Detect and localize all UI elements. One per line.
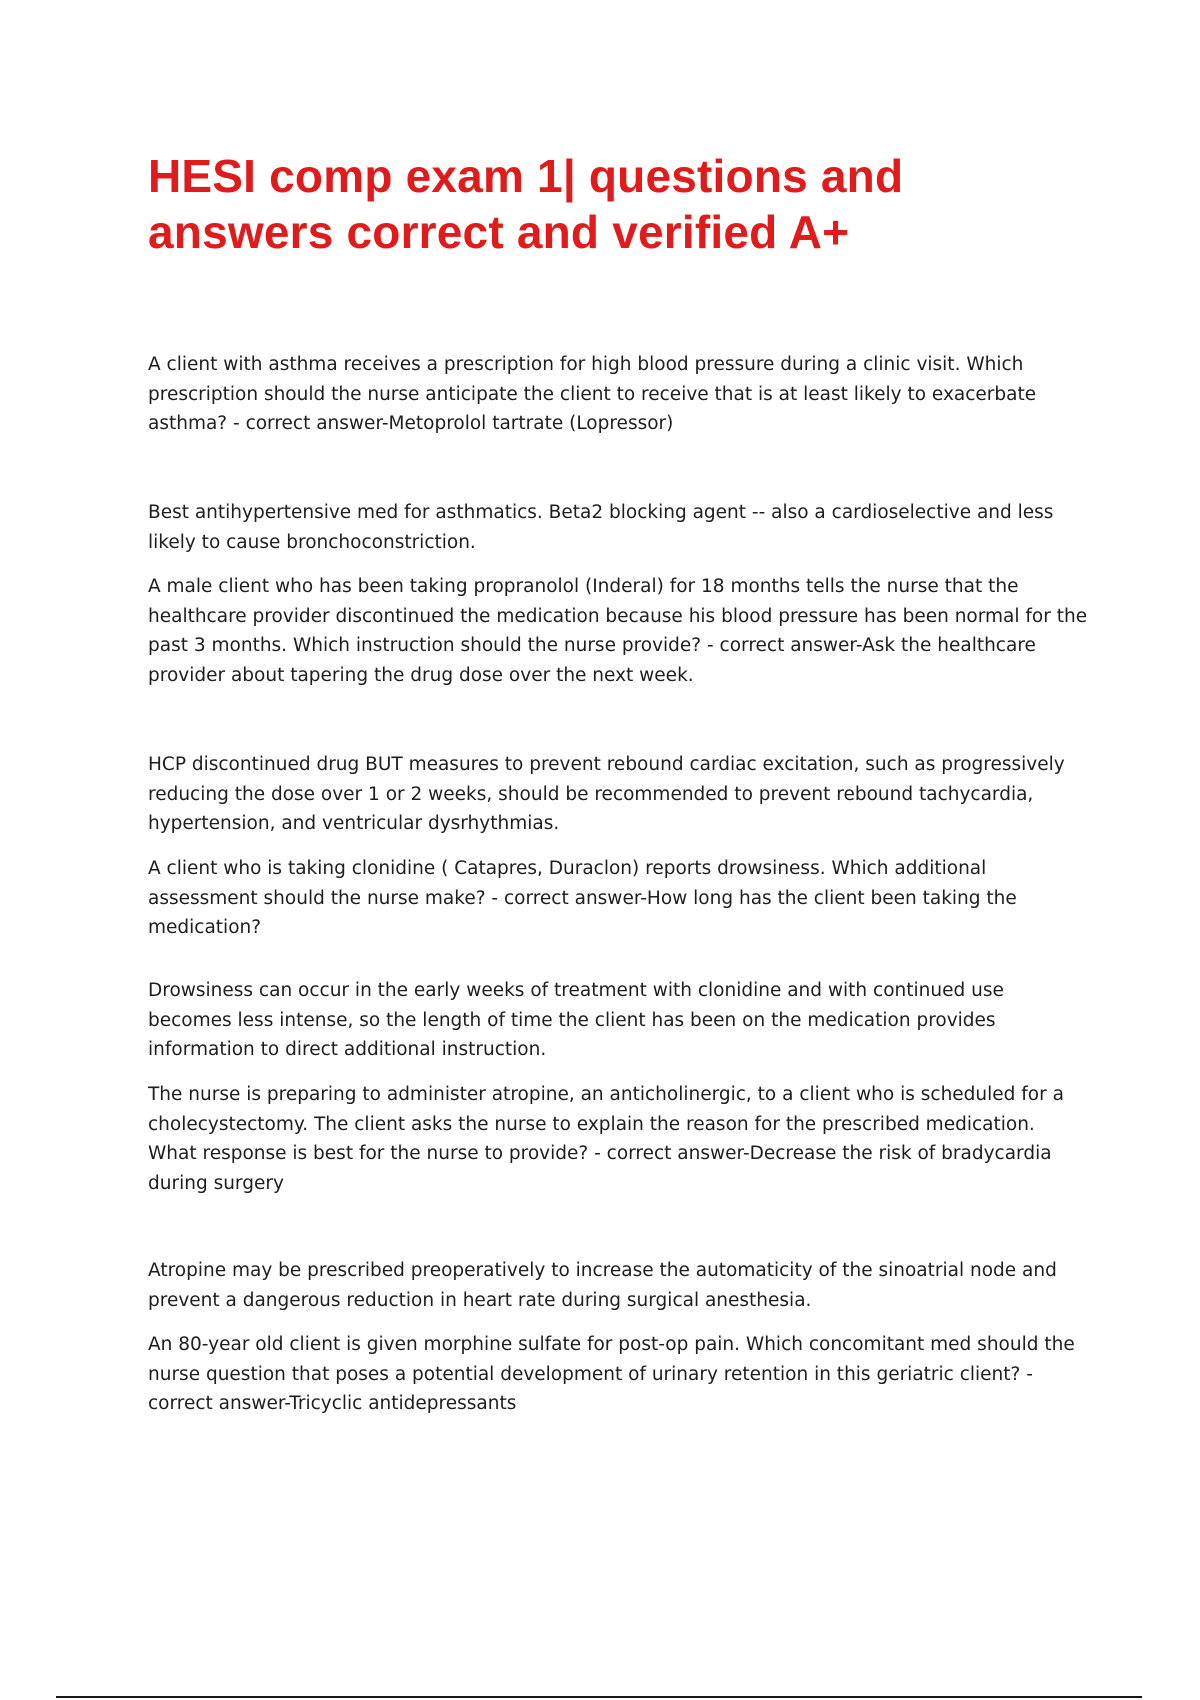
page-title: HESI comp exam 1| questions and answers correct and verified A+ [148, 150, 904, 258]
rationale-atropine: Atropine may be prescribed preoperatively to increase the automaticity of the sinoatrial node and prevent a dangerous reduction in heart rate during surgical anesthesia. [148, 1260, 1057, 1311]
rationale-rebound-excitation: HCP discontinued drug BUT measures to prevent rebound cardiac excitation, such as progressively reducing the dose over 1 or 2 weeks, should be recommended to prevent rebound tachycardia, hypertension, and ventricular dysrhythmias. [148, 754, 1065, 834]
page-bottom-divider [56, 1696, 1142, 1698]
question-propranolol-discontinued: A male client who has been taking propranolol (Inderal) for 18 months tells the nurse that the healthcare provider discontinued the medication because his blood pressure has been normal for the past 3 months. Which instruction should the nurse provide? - correct answer-Ask the healthcare provider about tapering the drug dose over the next week. [148, 576, 1088, 686]
question-clonidine-drowsiness: A client who is taking clonidine ( Catapres, Duraclon) reports drowsiness. Which additional assessment should the nurse make? - correct answer-How long has the client been taking the medication? [148, 858, 1017, 938]
rationale-beta-blocker: Best antihypertensive med for asthmatics. Beta2 blocking agent -- also a cardioselective and less likely to cause bronchoconstriction. [148, 502, 1054, 553]
rationale-clonidine-drowsiness: Drowsiness can occur in the early weeks of treatment with clonidine and with continued use becomes less intense, so the length of time the client has been on the medication provides information to direct additional instruction. [148, 980, 1004, 1060]
question-atropine-cholecystectomy: The nurse is preparing to administer atropine, an anticholinergic, to a client who is scheduled for a cholecystectomy. The client asks the nurse to explain the reason for the prescribed medication. What response is best for the nurse to provide? - correct answer-Decrease the risk of bradycardia during surgery [148, 1084, 1064, 1194]
question-morphine-urinary-retention: An 80-year old client is given morphine sulfate for post-op pain. Which concomitant med should the nurse question that poses a potential development of urinary retention in this geriatric client? - correct answer-Tricyclic antidepressants [148, 1334, 1075, 1414]
question-asthma-antihypertensive: A client with asthma receives a prescription for high blood pressure during a clinic visit. Which prescription should the nurse anticipate the client to receive that is at least likely to exacerbate asthma? - correct answer-Metoprolol tartrate (Lopressor) [148, 354, 1037, 434]
